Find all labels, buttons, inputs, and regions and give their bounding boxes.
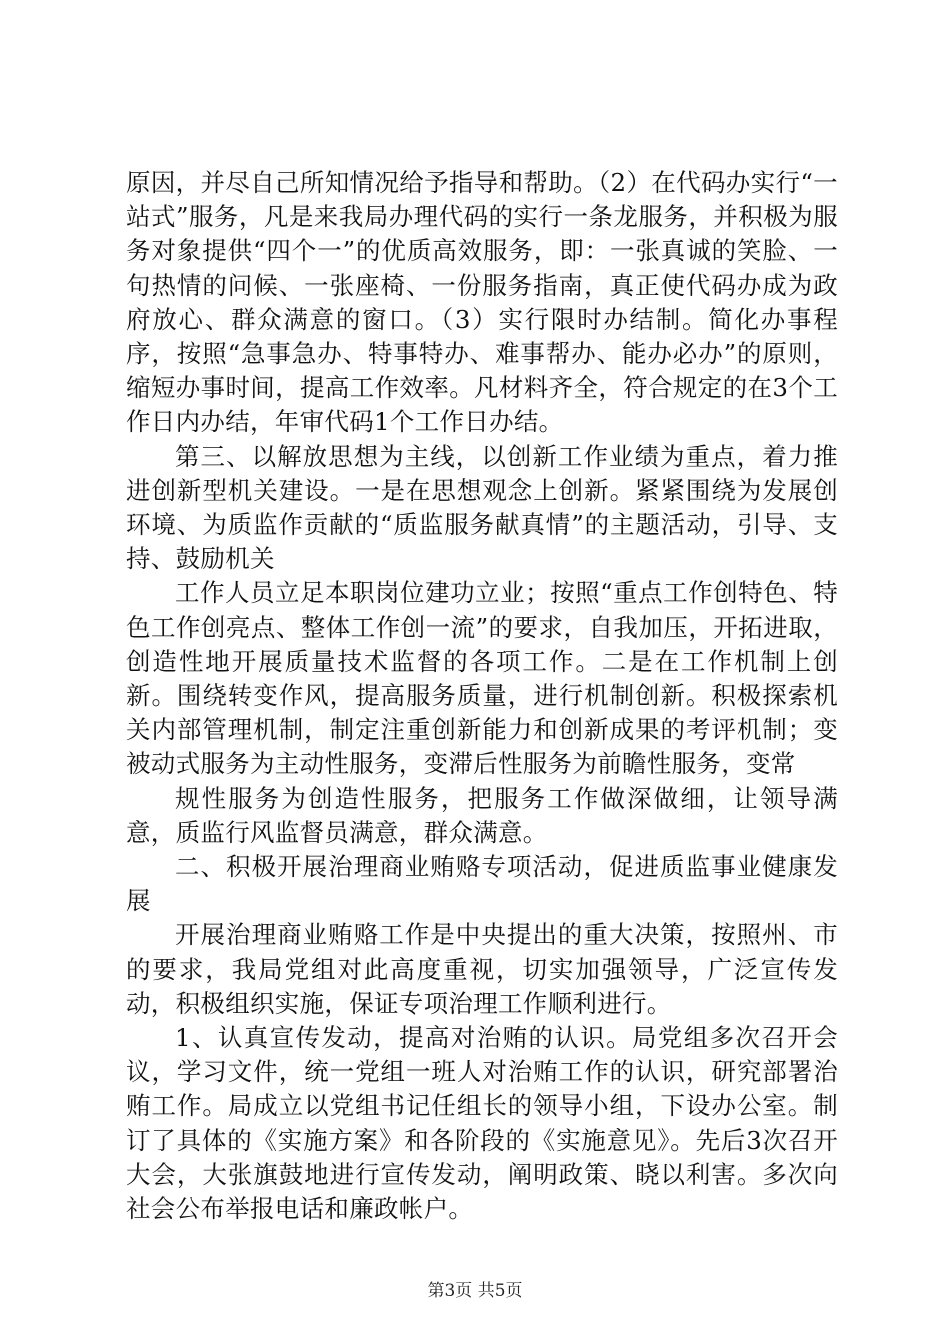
paragraph-4: 规性服务为创造性服务，把服务工作做深做细，让领导满意，质监行风监督员满意，群众满意。 — [126, 783, 838, 847]
paragraph-1: 原因，并尽自己所知情况给予指导和帮助。（2）在代码办实行“一站式”服务，凡是来我局办理代码的实行一条龙服务，并积极为服务对象提供“四个一”的优质高效服务，即：一张真诚的笑脸、一句热情的问候、一张座椅、一份服务指南，真正使代码办成为政府放心、群众满意的窗口。（3）实行限时办结制。简化办事程序，按照“急事急办、特事特办、难事帮办、能办必办”的原则，缩短办事时间，提高工作效率。凡材料齐全，符合规定的在3个工作日内办结，年审代码1个工作日办结。 — [126, 168, 839, 437]
paragraph-7: 1、认真宣传发动，提高对治贿的认识。局党组多次召开会议，学习文件，统一党组一班人对治贿工作的认识，研究部署治贿工作。局成立以党组书记任组长的领导小组，下设办公室。制订了具体的《实施方案》和各阶段的《实施意见》。先后3次召开大会，大张旗鼓地进行宣传发动，阐明政策、晓以利害。多次向社会公布举报电话和廉政帐户。 — [126, 1023, 838, 1224]
paragraph-6: 开展治理商业贿赂工作是中央提出的重大决策，按照州、市的要求，我局党组对此高度重视，切实加强领导，广泛宣传发动，积极组织实施，保证专项治理工作顺利进行。 — [126, 920, 838, 1018]
paragraph-3: 工作人员立足本职岗位建功立业；按照“重点工作创特色、特色工作创亮点、整体工作创一流”的要求，自我加压，开拓进取，创造性地开展质量技术监督的各项工作。二是在工作机制上创新。围绕转变作风，提高服务质量，进行机制创新。积极探索机关内部管理机制，制定注重创新能力和创新成果的考评机制；变被动式服务为主动性服务，变滞后性服务为前瞻性服务，变常 — [126, 578, 838, 779]
section-heading: 二、积极开展治理商业贿赂专项活动，促进质监事业健康发展 — [126, 852, 838, 916]
paragraph-2: 第三、以解放思想为主线，以创新工作业绩为重点，着力推进创新型机关建设。一是在思想观念上创新。紧紧围绕为发展创环境、为质监作贡献的“质监服务献真情”的主题活动，引导、支持、鼓励机关 — [126, 441, 838, 574]
page-number-footer: 第3页 共5页 — [427, 1281, 523, 1301]
document-body — [126, 166, 838, 1226]
